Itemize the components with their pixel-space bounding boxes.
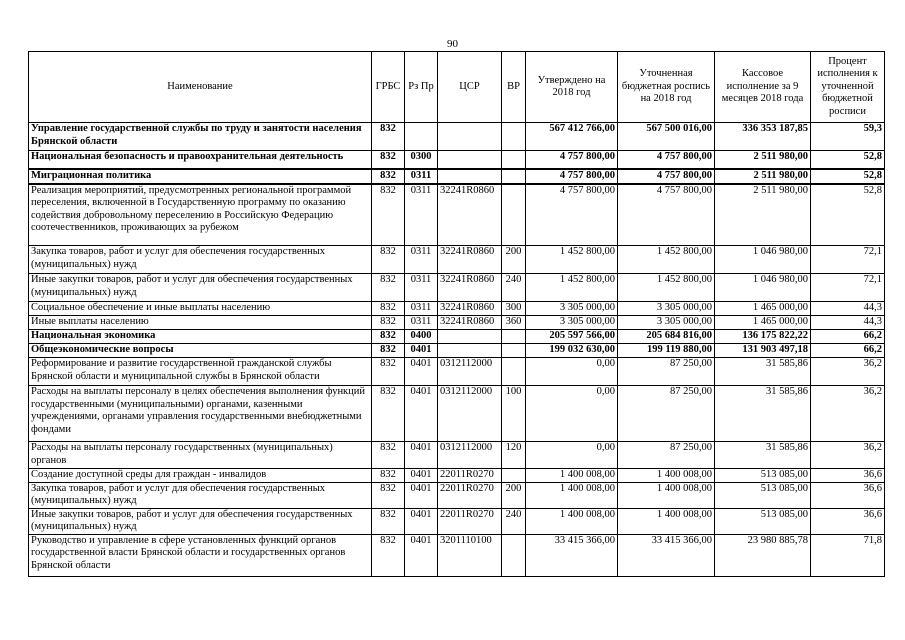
- cell-name: Национальная экономика: [29, 330, 372, 344]
- cell-grbs: 832: [372, 316, 405, 330]
- cell-vr: 240: [502, 274, 526, 302]
- cell-grbs: 832: [372, 274, 405, 302]
- cell-revised: 1 452 800,00: [618, 246, 715, 274]
- table-row: [29, 358, 885, 386]
- cell-percent: 36,2: [811, 442, 885, 469]
- cell-csr: 22011R0270: [438, 508, 502, 534]
- cell-revised: 199 119 880,00: [618, 344, 715, 358]
- cell-approved: 4 757 800,00: [526, 151, 618, 169]
- header-vr: ВР: [502, 52, 526, 123]
- cell-csr: 22011R0270: [438, 469, 502, 483]
- cell-percent: 36,2: [811, 358, 885, 386]
- cell-percent: 36,6: [811, 508, 885, 534]
- cell-executed: 31 585,86: [715, 386, 811, 442]
- table-body: [29, 123, 885, 577]
- cell-grbs: 832: [372, 344, 405, 358]
- cell-name: Иные закупки товаров, работ и услуг для обеспечения государственных (муниципальных) нужд: [29, 274, 372, 302]
- cell-rzpr: 0401: [405, 508, 438, 534]
- cell-name: Реформирование и развитие государственной гражданской службы Брянской области и муниципальной службы в Брянской области: [29, 358, 372, 386]
- cell-percent: 44,3: [811, 302, 885, 316]
- cell-rzpr: 0311: [405, 302, 438, 316]
- cell-revised: 4 757 800,00: [618, 151, 715, 169]
- cell-revised: 205 684 816,00: [618, 330, 715, 344]
- cell-name: Реализация мероприятий, предусмотренных региональной программой переселения, включенной в Государственную программу по оказанию содействия добровольному переселению в Российскую Федерацию соотечественников, проживающих за рубежом: [29, 184, 372, 246]
- cell-executed: 1 046 980,00: [715, 246, 811, 274]
- cell-grbs: 832: [372, 123, 405, 151]
- cell-csr: 0312112000: [438, 386, 502, 442]
- cell-rzpr: 0401: [405, 442, 438, 469]
- table-row: [29, 302, 885, 316]
- cell-grbs: 832: [372, 469, 405, 483]
- cell-csr: [438, 344, 502, 358]
- cell-approved: 1 400 008,00: [526, 482, 618, 508]
- header-executed: Кассовое исполнение за 9 месяцев 2018 года: [715, 52, 811, 123]
- cell-executed: 513 085,00: [715, 469, 811, 483]
- cell-vr: [502, 330, 526, 344]
- cell-csr: 32241R0860: [438, 302, 502, 316]
- cell-rzpr: 0400: [405, 330, 438, 344]
- cell-csr: [438, 123, 502, 151]
- header-rzpr: Рз Пр: [405, 52, 438, 123]
- cell-grbs: 832: [372, 169, 405, 184]
- cell-rzpr: 0300: [405, 151, 438, 169]
- cell-rzpr: 0311: [405, 169, 438, 184]
- cell-name: Миграционная политика: [29, 169, 372, 184]
- cell-name: Расходы на выплаты персоналу в целях обеспечения выполнения функций государственными (муниципальными) органами, казенными учреждениями, органами управления государственными внебюджетными фондами: [29, 386, 372, 442]
- cell-name: Общеэкономические вопросы: [29, 344, 372, 358]
- cell-approved: 1 400 008,00: [526, 508, 618, 534]
- cell-percent: 36,6: [811, 482, 885, 508]
- cell-revised: 4 757 800,00: [618, 169, 715, 184]
- cell-percent: 52,8: [811, 169, 885, 184]
- cell-revised: 87 250,00: [618, 358, 715, 386]
- header-grbs: ГРБС: [372, 52, 405, 123]
- cell-revised: 1 400 008,00: [618, 482, 715, 508]
- table-row: [29, 274, 885, 302]
- cell-csr: [438, 330, 502, 344]
- table-row: [29, 246, 885, 274]
- cell-grbs: 832: [372, 482, 405, 508]
- cell-vr: [502, 534, 526, 576]
- cell-rzpr: 0311: [405, 184, 438, 246]
- cell-csr: [438, 151, 502, 169]
- table-row: [29, 386, 885, 442]
- cell-rzpr: 0401: [405, 482, 438, 508]
- table-row: [29, 330, 885, 344]
- cell-csr: 0312112000: [438, 442, 502, 469]
- cell-rzpr: 0311: [405, 274, 438, 302]
- cell-executed: 131 903 497,18: [715, 344, 811, 358]
- cell-csr: 32241R0860: [438, 246, 502, 274]
- cell-csr: 22011R0270: [438, 482, 502, 508]
- header-revised: Уточненная бюджетная роспись на 2018 год: [618, 52, 715, 123]
- cell-grbs: 832: [372, 358, 405, 386]
- cell-csr: 32241R0860: [438, 316, 502, 330]
- cell-approved: 3 305 000,00: [526, 302, 618, 316]
- cell-rzpr: 0401: [405, 386, 438, 442]
- cell-percent: 44,3: [811, 316, 885, 330]
- cell-rzpr: 0401: [405, 358, 438, 386]
- cell-grbs: 832: [372, 386, 405, 442]
- cell-name: Закупка товаров, работ и услуг для обеспечения государственных (муниципальных) нужд: [29, 246, 372, 274]
- cell-vr: 300: [502, 302, 526, 316]
- header-percent: Процент исполнения к уточненной бюджетной росписи: [811, 52, 885, 123]
- header-approved: Утверждено на 2018 год: [526, 52, 618, 123]
- cell-revised: 3 305 000,00: [618, 302, 715, 316]
- cell-percent: 71,8: [811, 534, 885, 576]
- table-row: [29, 482, 885, 508]
- cell-grbs: 832: [372, 302, 405, 316]
- cell-vr: [502, 169, 526, 184]
- cell-approved: 1 400 008,00: [526, 469, 618, 483]
- cell-executed: 2 511 980,00: [715, 169, 811, 184]
- cell-rzpr: 0401: [405, 534, 438, 576]
- table-row: [29, 151, 885, 169]
- cell-csr: 0312112000: [438, 358, 502, 386]
- cell-approved: 0,00: [526, 386, 618, 442]
- cell-approved: 0,00: [526, 358, 618, 386]
- cell-percent: 59,3: [811, 123, 885, 151]
- cell-csr: 32241R0860: [438, 184, 502, 246]
- page-number: 90: [447, 38, 458, 50]
- cell-executed: 23 980 885,78: [715, 534, 811, 576]
- cell-rzpr: 0311: [405, 316, 438, 330]
- cell-revised: 4 757 800,00: [618, 184, 715, 246]
- table-row: [29, 169, 885, 184]
- cell-vr: 240: [502, 508, 526, 534]
- cell-vr: 120: [502, 442, 526, 469]
- cell-name: Расходы на выплаты персоналу государственных (муниципальных) органов: [29, 442, 372, 469]
- cell-approved: 4 757 800,00: [526, 184, 618, 246]
- header-name: Наименование: [29, 52, 372, 123]
- cell-vr: [502, 469, 526, 483]
- cell-vr: 200: [502, 482, 526, 508]
- table-header-row: [29, 52, 885, 123]
- cell-percent: 66,2: [811, 344, 885, 358]
- cell-name: Иные выплаты населению: [29, 316, 372, 330]
- cell-grbs: 832: [372, 246, 405, 274]
- cell-name: Руководство и управление в сфере установленных функций органов государственной власти Брянской области и государственных органов Брянской области: [29, 534, 372, 576]
- cell-executed: 513 085,00: [715, 508, 811, 534]
- table-row: [29, 508, 885, 534]
- header-csr: ЦСР: [438, 52, 502, 123]
- cell-rzpr: 0401: [405, 344, 438, 358]
- cell-vr: [502, 184, 526, 246]
- table-row: [29, 184, 885, 246]
- cell-vr: [502, 151, 526, 169]
- cell-approved: 199 032 630,00: [526, 344, 618, 358]
- cell-approved: 0,00: [526, 442, 618, 469]
- cell-csr: [438, 169, 502, 184]
- cell-executed: 2 511 980,00: [715, 151, 811, 169]
- cell-approved: 3 305 000,00: [526, 316, 618, 330]
- cell-revised: 1 400 008,00: [618, 469, 715, 483]
- cell-percent: 36,2: [811, 386, 885, 442]
- cell-executed: 31 585,86: [715, 358, 811, 386]
- cell-executed: 1 046 980,00: [715, 274, 811, 302]
- table-row: [29, 534, 885, 576]
- cell-executed: 1 465 000,00: [715, 316, 811, 330]
- cell-revised: 1 452 800,00: [618, 274, 715, 302]
- cell-vr: [502, 358, 526, 386]
- budget-execution-table: [28, 51, 885, 577]
- cell-grbs: 832: [372, 508, 405, 534]
- cell-revised: 567 500 016,00: [618, 123, 715, 151]
- cell-name: Социальное обеспечение и иные выплаты населению: [29, 302, 372, 316]
- cell-approved: 33 415 366,00: [526, 534, 618, 576]
- cell-revised: 87 250,00: [618, 442, 715, 469]
- cell-percent: 36,6: [811, 469, 885, 483]
- cell-vr: 360: [502, 316, 526, 330]
- cell-executed: 31 585,86: [715, 442, 811, 469]
- cell-approved: 1 452 800,00: [526, 274, 618, 302]
- cell-vr: [502, 344, 526, 358]
- cell-revised: 1 400 008,00: [618, 508, 715, 534]
- cell-executed: 136 175 822,22: [715, 330, 811, 344]
- cell-name: Иные закупки товаров, работ и услуг для обеспечения государственных (муниципальных) нужд: [29, 508, 372, 534]
- cell-revised: 33 415 366,00: [618, 534, 715, 576]
- cell-executed: 336 353 187,85: [715, 123, 811, 151]
- cell-rzpr: 0311: [405, 246, 438, 274]
- cell-grbs: 832: [372, 184, 405, 246]
- cell-grbs: 832: [372, 442, 405, 469]
- cell-percent: 72,1: [811, 274, 885, 302]
- table-row: [29, 123, 885, 151]
- cell-approved: 4 757 800,00: [526, 169, 618, 184]
- cell-percent: 72,1: [811, 246, 885, 274]
- cell-csr: 32241R0860: [438, 274, 502, 302]
- cell-name: Закупка товаров, работ и услуг для обеспечения государственных (муниципальных) нужд: [29, 482, 372, 508]
- cell-approved: 1 452 800,00: [526, 246, 618, 274]
- cell-grbs: 832: [372, 330, 405, 344]
- cell-executed: 513 085,00: [715, 482, 811, 508]
- cell-percent: 66,2: [811, 330, 885, 344]
- table-row: [29, 442, 885, 469]
- table-row: [29, 344, 885, 358]
- cell-vr: 200: [502, 246, 526, 274]
- cell-approved: 205 597 566,00: [526, 330, 618, 344]
- cell-name: Создание доступной среды для граждан - инвалидов: [29, 469, 372, 483]
- cell-grbs: 832: [372, 151, 405, 169]
- cell-grbs: 832: [372, 534, 405, 576]
- cell-revised: 3 305 000,00: [618, 316, 715, 330]
- cell-approved: 567 412 766,00: [526, 123, 618, 151]
- cell-csr: 3201110100: [438, 534, 502, 576]
- cell-rzpr: [405, 123, 438, 151]
- table-row: [29, 469, 885, 483]
- cell-revised: 87 250,00: [618, 386, 715, 442]
- cell-vr: 100: [502, 386, 526, 442]
- cell-vr: [502, 123, 526, 151]
- cell-rzpr: 0401: [405, 469, 438, 483]
- cell-name: Национальная безопасность и правоохранительная деятельность: [29, 151, 372, 169]
- cell-executed: 1 465 000,00: [715, 302, 811, 316]
- cell-name: Управление государственной службы по труду и занятости населения Брянской области: [29, 123, 372, 151]
- table-row: [29, 316, 885, 330]
- cell-percent: 52,8: [811, 151, 885, 169]
- cell-executed: 2 511 980,00: [715, 184, 811, 246]
- cell-percent: 52,8: [811, 184, 885, 246]
